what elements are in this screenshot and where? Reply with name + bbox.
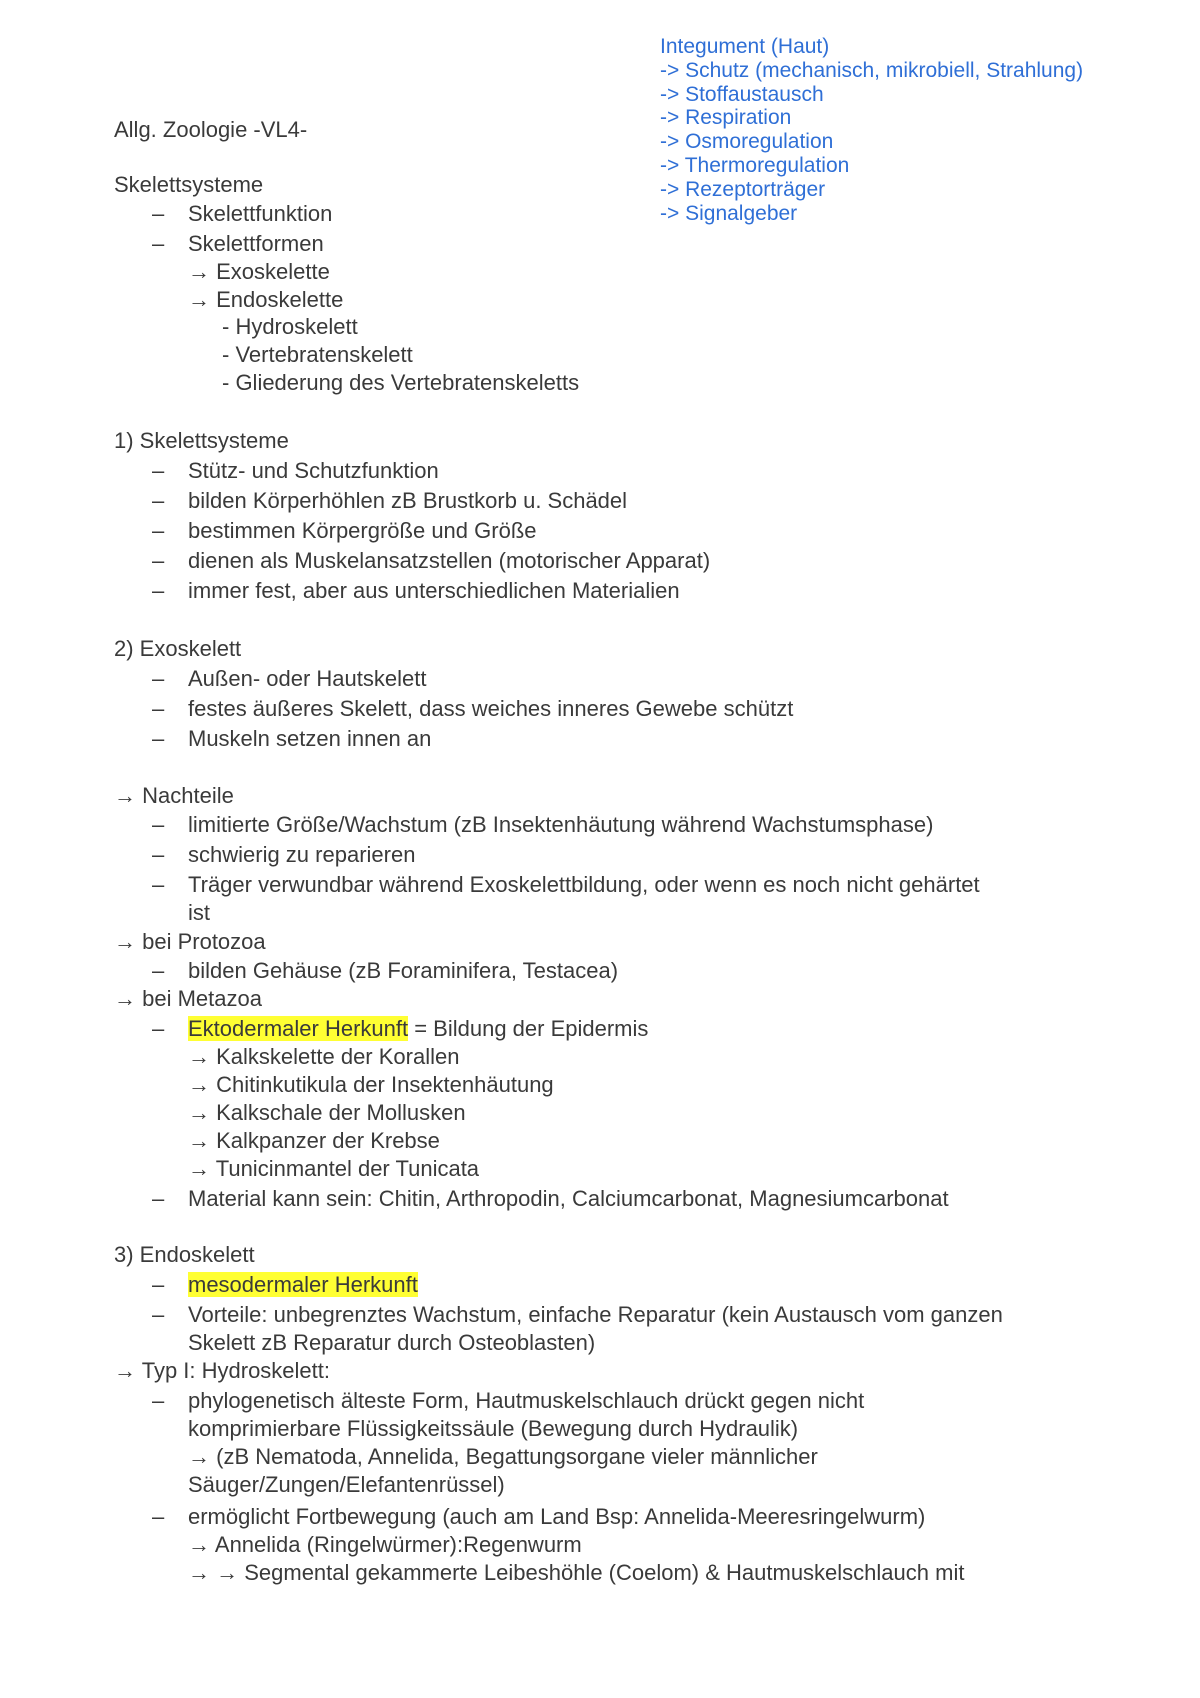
bullet-continuation: komprimierbare Flüssigkeitssäule (Bewegung durch Hydraulik) [188,1416,799,1441]
bullet-dash: – [152,696,165,721]
bullet-dash: – [152,1302,165,1327]
bullet-continuation: Skelett zB Reparatur durch Osteoblasten) [188,1330,596,1355]
bullet-item: festes äußeres Skelett, dass weiches inneres Gewebe schützt [188,696,794,721]
section-heading: 3) Endoskelett [114,1242,255,1267]
highlighted-term: Ektodermaler Herkunft [188,1016,409,1041]
bullet-dash: – [152,1272,165,1297]
bullet-item: Material kann sein: Chitin, Arthropodin, Calciumcarbonat, Magnesiumcarbonat [188,1186,949,1211]
arrow-item: → (zB Nematoda, Annelida, Begattungsorgane vieler männlicher [188,1444,818,1469]
bullet-item: Stütz- und Schutzfunktion [188,458,439,483]
bullet-item: Skelettformen [188,231,324,256]
bullet-dash: – [152,201,165,226]
bullet-item: bilden Gehäuse (zB Foraminifera, Testacea) [188,958,619,983]
section-heading: Skelettsysteme [114,172,264,197]
arrow-heading: → Typ I: Hydroskelett: [114,1358,331,1383]
bullet-dash: – [152,1016,165,1041]
bullet-item: immer fest, aber aus unterschiedlichen Materialien [188,578,680,603]
bullet-item: bestimmen Körpergröße und Größe [188,518,537,543]
bullet-dash: – [152,842,165,867]
arrow-item: → Kalkpanzer der Krebse [188,1128,440,1153]
sub-item: - Hydroskelett [222,314,358,339]
bullet-dash: – [152,231,165,256]
arrow-item: → Tunicinmantel der Tunicata [188,1156,480,1181]
bullet-item: schwierig zu reparieren [188,842,416,867]
arrow-item: → Chitinkutikula der Insektenhäutung [188,1072,554,1097]
bullet-item: limitierte Größe/Wachstum (zB Insektenhäutung während Wachstumsphase) [188,812,934,837]
bullet-continuation: Säuger/Zungen/Elefantenrüssel) [188,1472,505,1497]
bullet-item: Muskeln setzen innen an [188,726,432,751]
bullet-dash: – [152,488,165,513]
bullet-dash: – [152,458,165,483]
note-item: -> Osmoregulation [660,130,834,154]
bullet-dash: – [152,518,165,543]
note-item: -> Stoffaustausch [660,82,824,106]
note-item: -> Rezeptorträger [660,177,826,201]
note-item: -> Schutz (mechanisch, mikrobiell, Strahlung) [660,58,1084,82]
bullet-item [188,1272,418,1298]
bullet-item: ermöglicht Fortbewegung (auch am Land Bsp: Annelida-Meeresringelwurm) [188,1504,926,1529]
bullet-dash: – [152,812,165,837]
arrow-item: → Exoskelette [188,259,330,284]
bullet-item: dienen als Muskelansatzstellen (motorischer Apparat) [188,548,711,573]
note-item: -> Signalgeber [660,201,798,225]
bullet-item: Träger verwundbar während Exoskelettbildung, oder wenn es noch nicht gehärtet [188,872,980,897]
bullet-dash: – [152,666,165,691]
term-definition: = Bildung der Epidermis [408,1016,649,1041]
arrow-item: → Kalkskelette der Korallen [188,1044,460,1069]
bullet-item: Außen- oder Hautskelett [188,666,427,691]
document-title: Allg. Zoologie -VL4- [114,117,308,142]
bullet-dash: – [152,872,165,897]
section-heading: 1) Skelettsysteme [114,428,289,453]
note-heading: Integument (Haut) [660,35,830,58]
bullet-dash: – [152,726,165,751]
bullet-item: phylogenetisch älteste Form, Hautmuskelschlauch drückt gegen nicht [188,1388,865,1413]
bullet-dash: – [152,1388,165,1413]
arrow-heading: → bei Protozoa [114,929,266,954]
bullet-item: bilden Körperhöhlen zB Brustkorb u. Schädel [188,488,628,513]
bullet-continuation: ist [188,900,210,925]
bullet-dash: – [152,548,165,573]
section-heading: 2) Exoskelett [114,636,242,661]
arrow-heading: → Nachteile [114,783,234,808]
sub-item: - Vertebratenskelett [222,342,413,367]
bullet-dash: – [152,958,165,983]
bullet-dash: – [152,1186,165,1211]
bullet-item: Skelettfunktion [188,201,333,226]
sub-item: - Gliederung des Vertebratenskeletts [222,370,580,395]
note-item: -> Respiration [660,106,792,130]
arrow-item: → Endoskelette [188,287,344,312]
bullet-item [188,1016,648,1042]
highlighted-term: mesodermaler Herkunft [188,1272,418,1297]
arrow-heading: → bei Metazoa [114,986,262,1011]
arrow-item: → Annelida (Ringelwürmer):Regenwurm [188,1532,582,1557]
note-item: -> Thermoregulation [660,154,850,177]
arrow-item: → Kalkschale der Mollusken [188,1100,466,1125]
bullet-dash: – [152,1504,165,1529]
arrow-item: → → Segmental gekammerte Leibeshöhle (Coelom) & Hautmuskelschlauch mit [188,1560,965,1585]
bullet-item: Vorteile: unbegrenztes Wachstum, einfache Reparatur (kein Austausch vom ganzen [188,1302,1003,1327]
bullet-dash: – [152,578,165,603]
